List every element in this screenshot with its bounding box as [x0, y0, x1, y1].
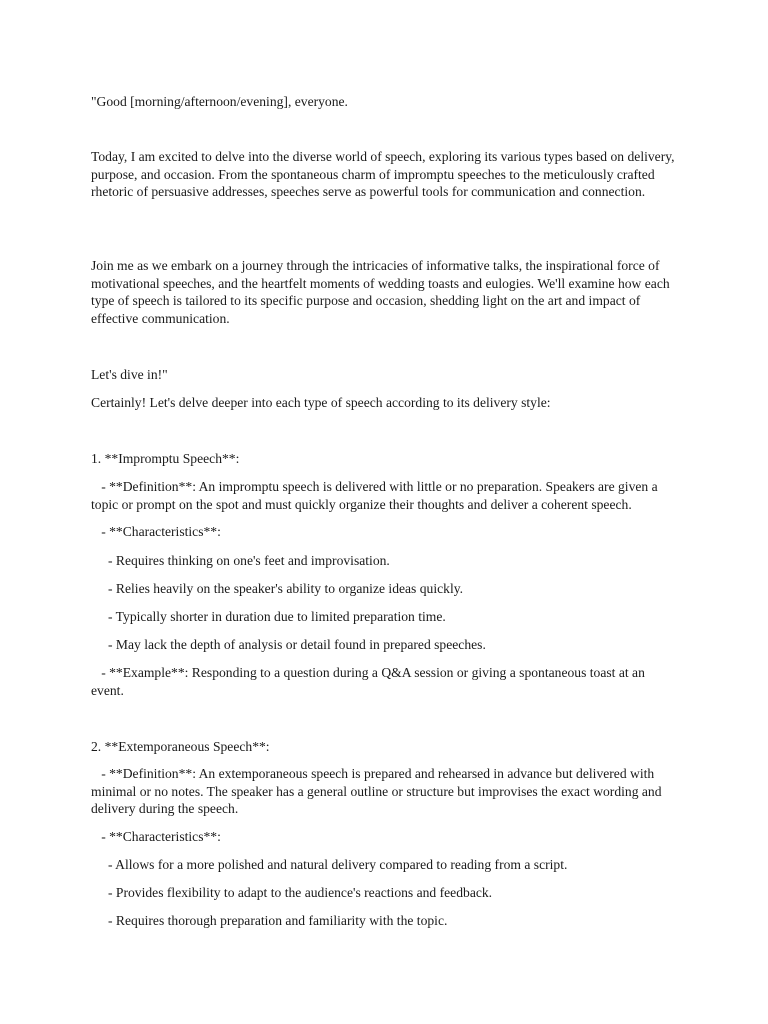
- characteristics-label: - **Characteristics**:: [91, 524, 221, 539]
- lead-in-line: Certainly! Let's delve deeper into each type of speech according to its delivery style:: [91, 395, 551, 410]
- section-heading: 2. **Extemporaneous Speech**:: [91, 739, 270, 754]
- intro-paragraph-1: Today, I am excited to delve into the diverse world of speech, exploring its various types based on delivery, purpose, and occasion. From the spontaneous charm of impromptu speeches to the meticulously crafted rhetoric of persuasive addresses, speeches serve as powerful tools for communication and connection.: [91, 149, 678, 200]
- characteristic-item: - Requires thinking on one's feet and improvisation.: [91, 553, 390, 568]
- section-definition: - **Definition**: An impromptu speech is delivered with little or no preparation. Speakers are given a topic or prompt on the spot and must quickly organize their thoughts and deliver a coherent speech.: [91, 479, 662, 512]
- characteristic-item: - Relies heavily on the speaker's ability to organize ideas quickly.: [91, 581, 464, 596]
- characteristics-label: - **Characteristics**:: [91, 829, 221, 844]
- section-example: - **Example**: Responding to a question during a Q&A session or giving a spontaneous toast at an event.: [91, 665, 649, 698]
- characteristic-item: - Typically shorter in duration due to limited preparation time.: [91, 609, 446, 624]
- section-heading: 1. **Impromptu Speech**:: [91, 451, 240, 466]
- characteristic-item: - Allows for a more polished and natural delivery compared to reading from a script.: [91, 857, 568, 872]
- section-definition: - **Definition**: An extemporaneous speech is prepared and rehearsed in advance but delivered with minimal or no notes. The speaker has a general outline or structure but improvises the exact wording and delivery during the speech.: [91, 766, 665, 817]
- intro-closing-line: Let's dive in!": [91, 367, 168, 382]
- characteristic-item: - Provides flexibility to adapt to the audience's reactions and feedback.: [91, 885, 493, 900]
- intro-paragraph-2: Join me as we embark on a journey through the intricacies of informative talks, the inspirational force of motivational speeches, and the heartfelt moments of wedding toasts and eulogies. We'll examine how each type of speech is tailored to its specific purpose and occasion, shedding light on the art and impact of effective communication.: [91, 258, 674, 326]
- characteristic-item: - Requires thorough preparation and familiarity with the topic.: [91, 913, 448, 928]
- characteristic-item: - May lack the depth of analysis or detail found in prepared speeches.: [91, 637, 486, 652]
- greeting-line: "Good [morning/afternoon/evening], everyone.: [91, 94, 348, 109]
